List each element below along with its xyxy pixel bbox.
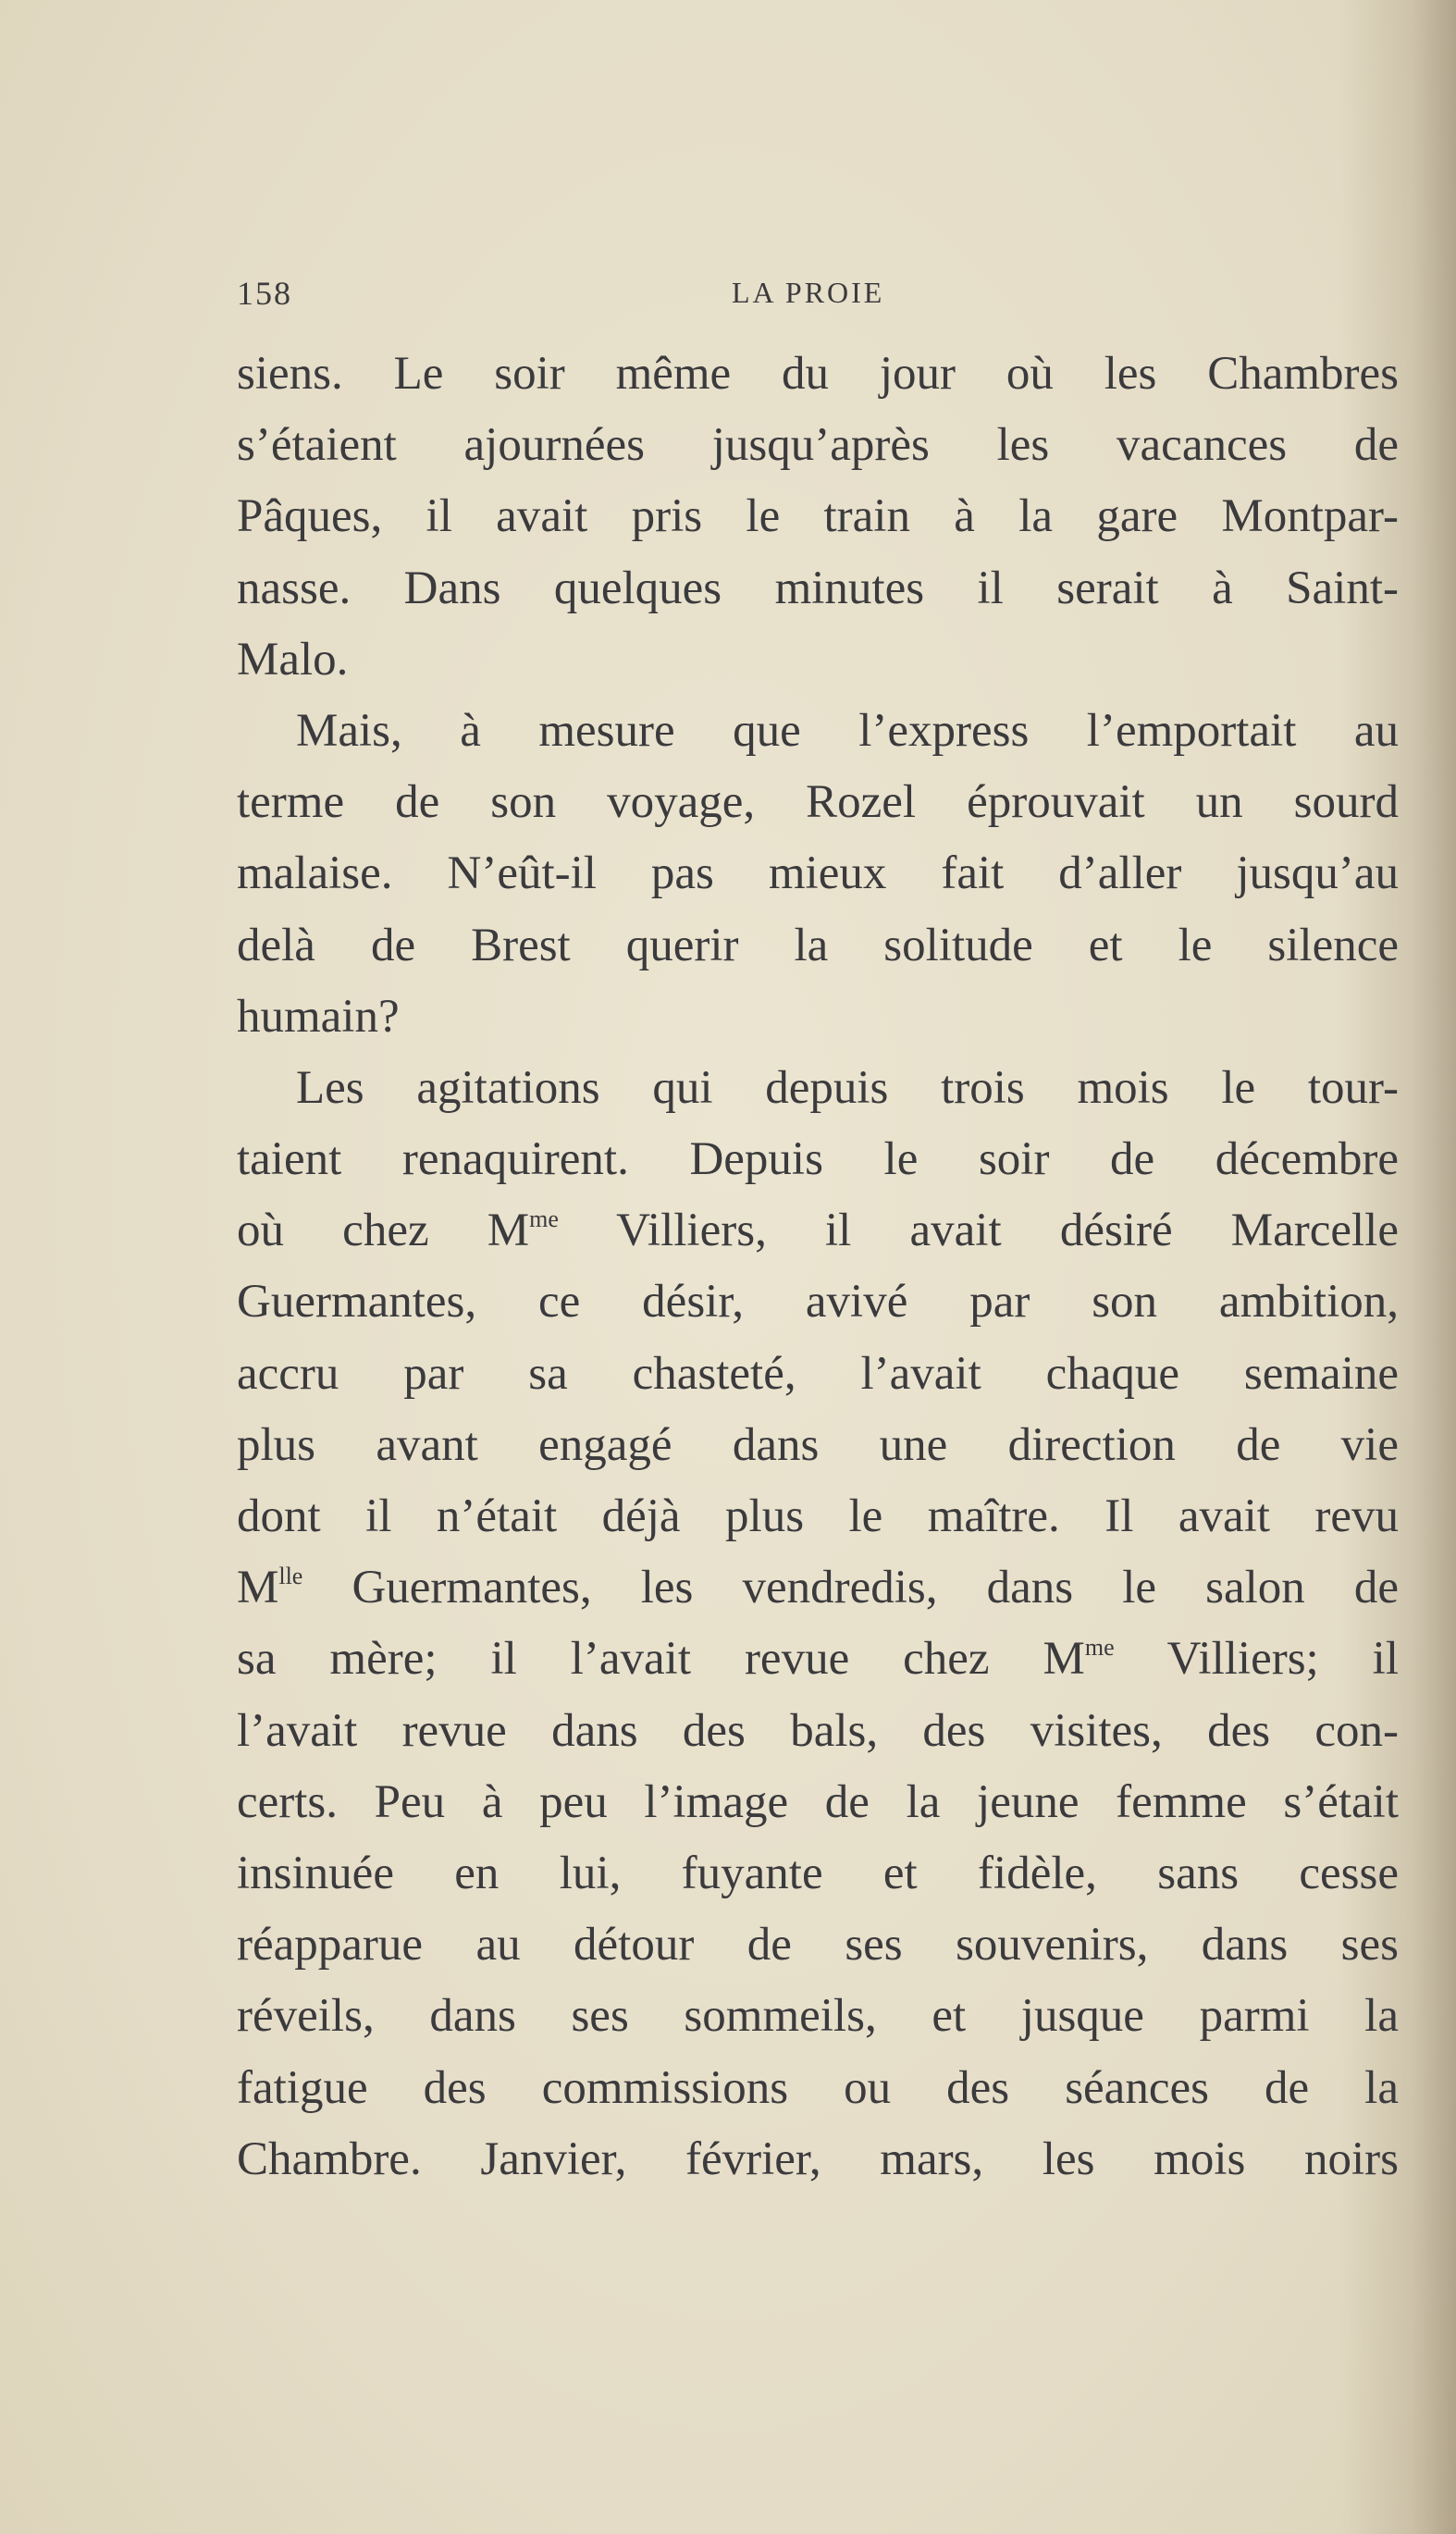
text-line [237, 1195, 1399, 1267]
text-segment: Guermantes, les vendredis, dans le salon de [302, 1562, 1399, 1614]
text-line: Malo. [237, 633, 349, 686]
text-line [237, 1624, 1399, 1695]
text-line: insinuée en lui, fuyante et fidèle, sans cesse [237, 1847, 1399, 1899]
text-line: delà de Brest querir la solitude et le silence [237, 919, 1399, 971]
text-line: fatigue des commissions ou des séances de la [237, 2061, 1399, 2114]
text-segment: sa mère; il l’avait revue chez M [237, 1633, 1085, 1686]
text-line: nasse. Dans quelques minutes il serait à Saint- [237, 562, 1399, 614]
text-line: malaise. N’eût-il pas mieux fait d’aller jusqu’au [237, 847, 1399, 900]
superscript-abbreviation: lle [278, 1563, 303, 1590]
text-line: Pâques, il avait pris le train à la gare Montpar- [237, 490, 1399, 543]
text-segment: M [237, 1562, 279, 1614]
text-line: Guermantes, ce désir, avivé par son ambition, [237, 1276, 1399, 1329]
paragraph-first-line: Les agitations qui depuis trois mois le tour- [296, 1061, 1399, 1114]
superscript-abbreviation: me [1084, 1634, 1115, 1662]
text-line: terme de son voyage, Rozel éprouvait un sourd [237, 776, 1399, 829]
text-line: Chambre. Janvier, février, mars, les mois noirs [237, 2132, 1399, 2185]
paragraph-first-line: Mais, à mesure que l’express l’emportait au [296, 704, 1399, 757]
text-line: humain? [237, 990, 400, 1043]
body-text [237, 339, 1399, 2195]
text-line: taient renaquirent. Depuis le soir de décembre [237, 1133, 1399, 1186]
text-segment: Villiers, il avait désiré Marcelle [558, 1205, 1399, 1257]
text-line: accru par sa chasteté, l’avait chaque semaine [237, 1347, 1399, 1400]
text-line: réapparue au détour de ses souvenirs, dans ses [237, 1919, 1399, 1972]
text-line: plus avant engagé dans une direction de vie [237, 1418, 1399, 1471]
text-segment: où chez M [237, 1205, 530, 1257]
page-header [237, 274, 1399, 311]
text-line: dont il n’était déjà plus le maître. Il avait revu [237, 1490, 1399, 1542]
running-title: LA PROIE [732, 276, 885, 309]
text-line: s’étaient ajournées jusqu’après les vacances de [237, 419, 1399, 472]
page-number: 158 [237, 275, 292, 312]
superscript-abbreviation: me [529, 1205, 559, 1233]
text-line: l’avait revue dans des bals, des visites, des con- [237, 1704, 1399, 1757]
text-line: certs. Peu à peu l’image de la jeune femme s’était [237, 1775, 1399, 1828]
text-segment: Villiers; il [1114, 1633, 1399, 1686]
text-line: siens. Le soir même du jour où les Chambres [237, 348, 1399, 400]
text-line: réveils, dans ses sommeils, et jusque parmi la [237, 1990, 1399, 2043]
text-line [237, 1552, 1399, 1624]
